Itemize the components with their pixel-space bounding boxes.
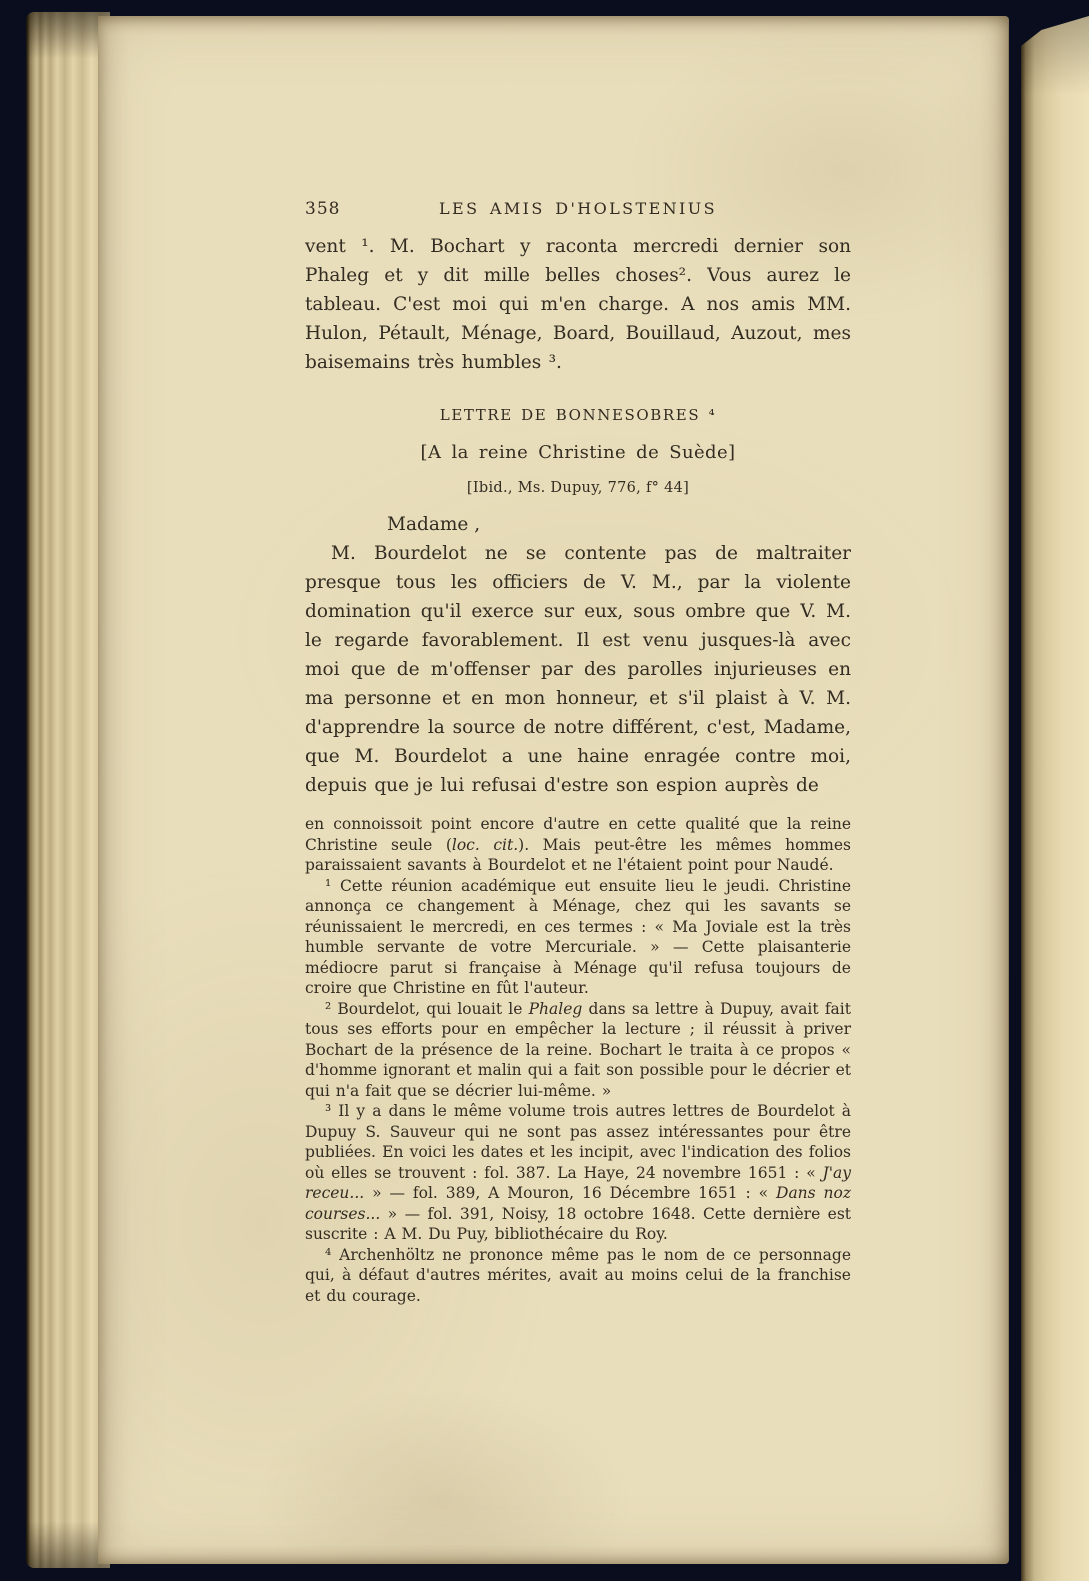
facing-page-edge <box>1021 0 1089 1581</box>
page-header <box>305 198 851 220</box>
letter-body: M. Bourdelot ne se contente pas de maltraiter presque tous les officiers de V. M., par la violente domination qu'il exerce sur eux, sous ombre que V. M. le regarde favorablement. Il est venu jusques-là avec moi que de m'offenser par des parolles injurieuses en ma personne et en mon honneur, et s'il plaist à V. M. d'apprendre la source de notre différent, c'est, Madame, que M. Bourdelot a une haine enragée contre moi, depuis que je lui refusai d'estre son espion auprès de <box>305 543 851 796</box>
letter-salutation: Madame , <box>387 514 481 535</box>
letter-addressee: [A la reine Christine de Suède] <box>420 442 736 463</box>
footnote: ³ Il y a dans le même volume trois autres lettres de Bourdelot à Dupuy S. Sauveur qui ne sont pas assez intéressantes pour être publiées. En voici les dates et les incipit, avec l'indication des folios où elles se trouvent : fol. 387. La Haye, 24 novembre 1651 : « J'ay receu... » — fol. 389, A Mouron, 16 Décembre 1651 : « Dans noz courses... » — fol. 391, Noisy, 18 octobre 1648. Cette dernière est suscrite : A M. Du Puy, bibliothécaire du Roy. <box>305 1102 852 1243</box>
letter-heading: LETTRE DE BONNESOBRES ⁴ <box>439 406 717 424</box>
letter-source-reference: [Ibid., Ms. Dupuy, 776, f° 44] <box>466 480 690 496</box>
footnote: ¹ Cette réunion académique eut ensuite lieu le jeudi. Christine annonça ce changement à Ménage, chez qui les savants se réunissaient le mercredi, en ces termes : « Ma Joviale est la très humble servante de votre Mercuriale. » — Cette plaisanterie médiocre parut si française à Ménage qu'il refusa toujours de croire que Christine en fût l'auteur. <box>305 876 851 997</box>
footnote: ² Bourdelot, qui louait le Phaleg dans sa lettre à Dupuy, avait fait tous ses efforts pour en empêcher la lecture ; il réussit à priver Bochart de la présence de la reine. Bochart le traita à ce propos « d'homme ignorant et malin qui a fait son possible pour le décrier et qui n'a fait que se décrier lui-même. » <box>305 999 851 1100</box>
footnotes <box>305 814 851 1306</box>
book-page <box>98 16 1009 1564</box>
footnote: en connoissoit point encore d'autre en cette qualité que la reine Christine seule (loc. cit.). Mais peut-être les mêmes hommes paraissaient savants à Bourdelot et ne l'étaient point pour Naudé. <box>305 815 852 874</box>
running-title: LES AMIS D'HOLSTENIUS <box>438 199 718 218</box>
intro-paragraph: vent ¹. M. Bochart y raconta mercredi dernier son Phaleg et y dit mille belles choses². Vous aurez le tableau. C'est moi qui m'en charge. A nos amis MM. Hulon, Pétault, Ménage, Board, Bouillaud, Auzout, mes baisemains très humbles ³. <box>305 236 851 373</box>
page-content <box>305 198 851 1306</box>
footnote: ⁴ Archenhöltz ne prononce même pas le nom de ce personnage qui, à défaut d'autres mérites, avait au moins celui de la franchise et du courage. <box>305 1245 851 1305</box>
page-number: 358 <box>305 199 341 219</box>
